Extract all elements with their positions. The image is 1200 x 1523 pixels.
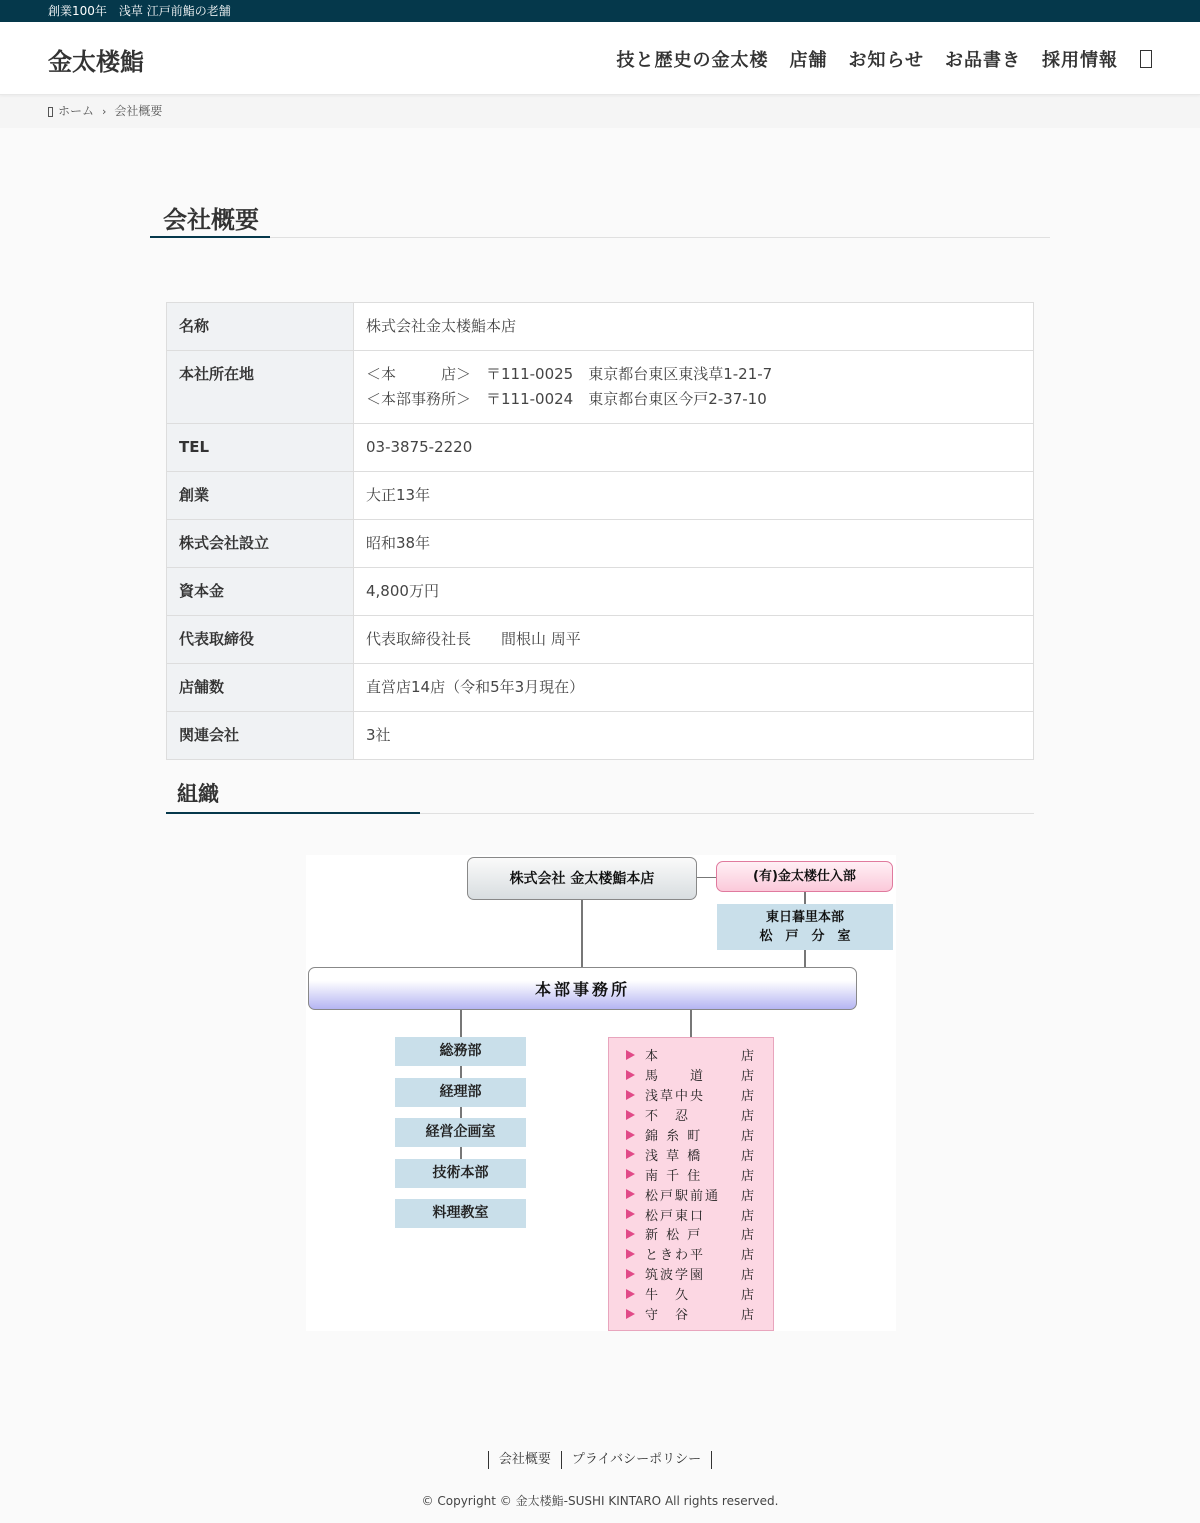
page-title: 会社概要: [163, 206, 259, 234]
table-label: 店舗数: [167, 664, 354, 712]
connector-line: [697, 877, 716, 878]
table-label: 名称: [167, 303, 354, 351]
org-purchase-dept: (有)金太楼仕入部: [716, 861, 893, 892]
table-value: 株式会社金太楼鮨本店: [354, 303, 1034, 351]
connector-line: [460, 1147, 462, 1159]
store-item: [609, 1164, 773, 1184]
org-dept: 技術本部: [395, 1159, 526, 1188]
store-name: ときわ平: [645, 1248, 706, 1264]
nav-item-history[interactable]: 技と歴史の金太楼: [616, 50, 769, 71]
store-suffix: 店: [741, 1308, 755, 1324]
org-sub-office-2: 松 戸 分 室: [759, 929, 851, 944]
org-dept: 経営企画室: [395, 1118, 526, 1147]
nav-item-news[interactable]: お知らせ: [848, 50, 924, 71]
table-label: 代表取締役: [167, 616, 354, 664]
footer-link-privacy[interactable]: プライバシーポリシー: [561, 1451, 712, 1469]
store-name: 本: [645, 1049, 661, 1065]
table-label: TEL: [167, 424, 354, 472]
store-item: [609, 1244, 773, 1264]
table-row: [167, 520, 1034, 568]
store-name: 錦 糸 町: [645, 1129, 703, 1144]
store-name: 浅草中央: [645, 1089, 706, 1105]
topbar-tagline: 創業100年 浅草 江戸前鮨の老舗: [48, 4, 231, 18]
org-sub-office-1: 東日暮里本部: [765, 910, 844, 925]
table-value: 4,800万円: [354, 568, 1034, 616]
store-item: [609, 1144, 773, 1164]
table-row: [167, 616, 1034, 664]
org-sub-office: [717, 904, 893, 950]
nav-item-menu[interactable]: お品書き: [945, 50, 1021, 71]
store-suffix: 店: [741, 1208, 755, 1224]
triangle-bullet-icon: [626, 1050, 635, 1060]
store-item: [609, 1105, 773, 1125]
table-row: [167, 712, 1034, 760]
triangle-bullet-icon: [626, 1229, 635, 1239]
store-name: 松戸駅前通: [645, 1188, 721, 1204]
nav-item-stores[interactable]: 店舗: [789, 50, 828, 71]
store-suffix: 店: [741, 1129, 755, 1144]
store-name: 守 谷: [645, 1308, 691, 1324]
store-item: [609, 1125, 773, 1145]
table-label: 株式会社設立: [167, 520, 354, 568]
copyright: © Copyright © 金太楼鮨-SUSHI KINTARO All rights reserved.: [421, 1494, 779, 1508]
store-suffix: 店: [741, 1089, 755, 1105]
org-title-wrap: [166, 776, 1034, 814]
table-row: [167, 664, 1034, 712]
store-suffix: 店: [741, 1109, 755, 1125]
store-name: 新 松 戸: [645, 1228, 703, 1244]
store-suffix: 店: [741, 1188, 755, 1204]
topbar: [0, 0, 1200, 22]
triangle-bullet-icon: [626, 1090, 635, 1100]
footer-links: [0, 1451, 1200, 1469]
table-row: [167, 424, 1034, 472]
triangle-bullet-icon: [626, 1269, 635, 1279]
table-value: ＜本 店＞ 〒111-0025 東京都台東区東浅草1-21-7 ＜本部事務所＞ 〒111-0024 東京都台東区今戸2-37-10: [354, 351, 1034, 424]
org-title-underline: [166, 812, 420, 814]
breadcrumb-current: 会社概要: [114, 104, 163, 118]
table-value: 直営店14店（令和5年3月現在）: [354, 664, 1034, 712]
store-item: [609, 1304, 773, 1324]
store-suffix: 店: [741, 1168, 755, 1184]
footer-link-company[interactable]: 会社概要: [488, 1451, 561, 1469]
store-suffix: 店: [741, 1268, 755, 1284]
org-main-company: 株式会社 金太楼鮨本店: [467, 857, 697, 900]
company-info-table: [166, 302, 1034, 760]
triangle-bullet-icon: [626, 1070, 635, 1080]
store-name: 馬 道: [645, 1069, 706, 1085]
connector-line: [460, 1066, 462, 1078]
site-header: [0, 22, 1200, 95]
org-chart: [306, 855, 896, 1331]
store-item: [609, 1085, 773, 1105]
org-dept: 経理部: [395, 1078, 526, 1107]
triangle-bullet-icon: [626, 1149, 635, 1159]
store-suffix: 店: [741, 1248, 755, 1264]
table-value: 03-3875-2220: [354, 424, 1034, 472]
org-dept: 総務部: [395, 1037, 526, 1066]
table-value: 大正13年: [354, 472, 1034, 520]
org-store-list: [608, 1037, 774, 1331]
store-name: 牛 久: [645, 1288, 691, 1304]
home-icon: [48, 107, 53, 117]
breadcrumb: [0, 95, 1200, 128]
site-logo[interactable]: 金太楼鮨: [48, 48, 144, 76]
main-nav: [596, 46, 1152, 72]
org-hq-office: 本部事務所: [308, 967, 857, 1010]
connector-line: [460, 1107, 462, 1118]
triangle-bullet-icon: [626, 1289, 635, 1299]
triangle-bullet-icon: [626, 1169, 635, 1179]
connector-line: [804, 950, 806, 967]
store-name: 浅 草 橋: [645, 1148, 703, 1164]
triangle-bullet-icon: [626, 1309, 635, 1319]
org-title: 組織: [177, 782, 219, 806]
table-label: 関連会社: [167, 712, 354, 760]
triangle-bullet-icon: [626, 1110, 635, 1120]
table-row: [167, 303, 1034, 351]
store-item: [609, 1045, 773, 1065]
chevron-right-icon: ›: [102, 105, 107, 118]
store-suffix: 店: [741, 1148, 755, 1164]
org-dept: 料理教室: [395, 1199, 526, 1228]
store-suffix: 店: [741, 1049, 755, 1065]
triangle-bullet-icon: [626, 1249, 635, 1259]
store-suffix: 店: [741, 1069, 755, 1085]
triangle-bullet-icon: [626, 1130, 635, 1140]
store-item: [609, 1264, 773, 1284]
store-item: [609, 1184, 773, 1204]
triangle-bullet-icon: [626, 1189, 635, 1199]
table-row: [167, 351, 1034, 424]
title-underline: [150, 236, 270, 238]
triangle-bullet-icon: [626, 1209, 635, 1219]
connector-line: [690, 1010, 692, 1037]
store-item: [609, 1204, 773, 1224]
breadcrumb-home[interactable]: ホーム: [58, 104, 95, 118]
table-row: [167, 568, 1034, 616]
table-value: 代表取締役社長 間根山 周平: [354, 616, 1034, 664]
connector-line: [581, 900, 583, 967]
table-label: 資本金: [167, 568, 354, 616]
page-title-wrap: [150, 198, 1050, 238]
store-suffix: 店: [741, 1288, 755, 1304]
store-item: [609, 1224, 773, 1244]
connector-line: [460, 1010, 462, 1037]
table-label: 創業: [167, 472, 354, 520]
store-name: 不 忍: [645, 1109, 691, 1125]
store-name: 筑波学園: [645, 1268, 706, 1284]
store-item: [609, 1284, 773, 1304]
nav-item-recruit[interactable]: 採用情報: [1042, 50, 1118, 71]
table-row: [167, 472, 1034, 520]
table-label: 本社所在地: [167, 351, 354, 424]
store-name: 松戸東口: [645, 1208, 706, 1224]
store-suffix: 店: [741, 1228, 755, 1244]
store-item: [609, 1065, 773, 1085]
menu-icon[interactable]: [1140, 50, 1152, 68]
store-name: 南 千 住: [645, 1168, 703, 1184]
connector-line: [804, 892, 806, 904]
table-value: 昭和38年: [354, 520, 1034, 568]
main-content: [0, 128, 1200, 1508]
table-value: 3社: [354, 712, 1034, 760]
